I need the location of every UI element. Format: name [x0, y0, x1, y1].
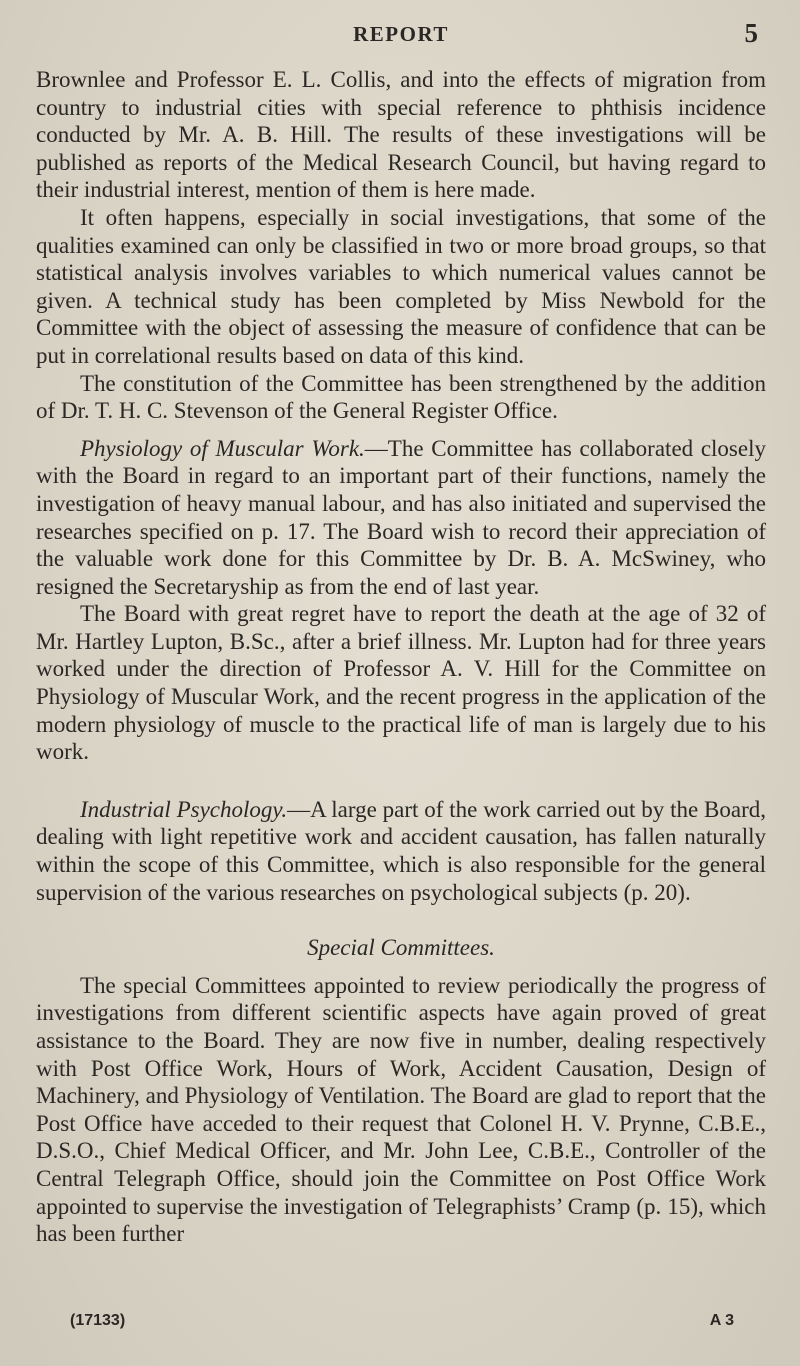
subheading-special-committees: Special Committees.	[307, 935, 495, 961]
paragraph-lupton-obituary: The Board with great regret have to report the death at the age of 32 of Mr. Hartley Lupton, B.Sc., after a brief illness. Mr. Lupton had for three years worked under the direction of Professor A. V. Hill for the Committee on Physiology of Muscular Work, and the recent progress in the application of the modern physiology of muscle to the practical life of man is largely due to his work.	[36, 601, 766, 765]
page-number: 5	[744, 18, 758, 48]
paragraph-statistical-analysis: It often happens, especially in social investigations, that some of the qualities examined can only be classified in two or more broad groups, so that statistical analysis involves variables to which numerical values cannot be given. A technical study has been completed by Miss Newbold for the Committee with the object of assessing the measure of confidence that can be put in correlational results based on data of this kind.	[36, 204, 766, 368]
paragraph-physiology-body: —The Committee has collaborated closely with the Board in regard to an important part of their functions, namely the investigation of heavy manual labour, and has also initiated and supervised the researches specified on p. 17. The Board wish to record their appreciation of the valuable work done for this Committee by Dr. B. A. McSwiney, who resigned the Secretaryship as from the end of last year.	[36, 435, 766, 599]
paragraph-migration: Brownlee and Professor E. L. Collis, and into the effects of migration from country to industrial cities with special reference to phthisis incidence conducted by Mr. A. B. Hill. The results of these investigations will be published as reports of the Medical Research Council, but having regard to their industrial interest, mention of them is here made.	[36, 67, 766, 203]
paragraph-committee-constitution: The constitution of the Committee has been strengthened by the addition of Dr. T. H. C. Stevenson of the General Register Office.	[36, 370, 766, 424]
section-heading-physiology: Physiology of Muscular Work.	[80, 435, 365, 461]
running-head	[36, 0, 766, 66]
paragraph-industrial-psychology	[36, 796, 766, 906]
print-code: (17133)	[70, 1312, 126, 1329]
body-text	[36, 66, 766, 1248]
running-title: REPORT	[353, 22, 449, 46]
paragraph-special-committees: The special Committees appointed to review periodically the progress of investigations from different scientific aspects have again proved of great assistance to the Board. They are now five in number, dealing respectively with Post Office Work, Hours of Work, Accident Causation, Design of Machinery, and Physiology of Ventilation. The Board are glad to report that the Post Office have acceded to their request that Colonel H. V. Prynne, C.B.E., D.S.O., Chief Medical Officer, and Mr. John Lee, C.B.E., Controller of the Central Telegraph Office, should join the Committee on Post Office Work appointed to supervise the investigation of Telegraphists’ Cramp (p. 15), which has been further	[36, 972, 766, 1247]
section-heading-psychology: Industrial Psychology.	[80, 796, 288, 822]
paragraph-physiology-muscular-work	[36, 435, 766, 601]
signature-mark: A 3	[709, 1312, 734, 1329]
paragraph-psychology-body: —A large part of the work carried out by the Board, dealing with light repetitive work and accident causation, has fallen naturally within the scope of this Committee, which is also responsible for the general supervision of the various researches on psychological subjects (p. 20).	[36, 796, 766, 905]
